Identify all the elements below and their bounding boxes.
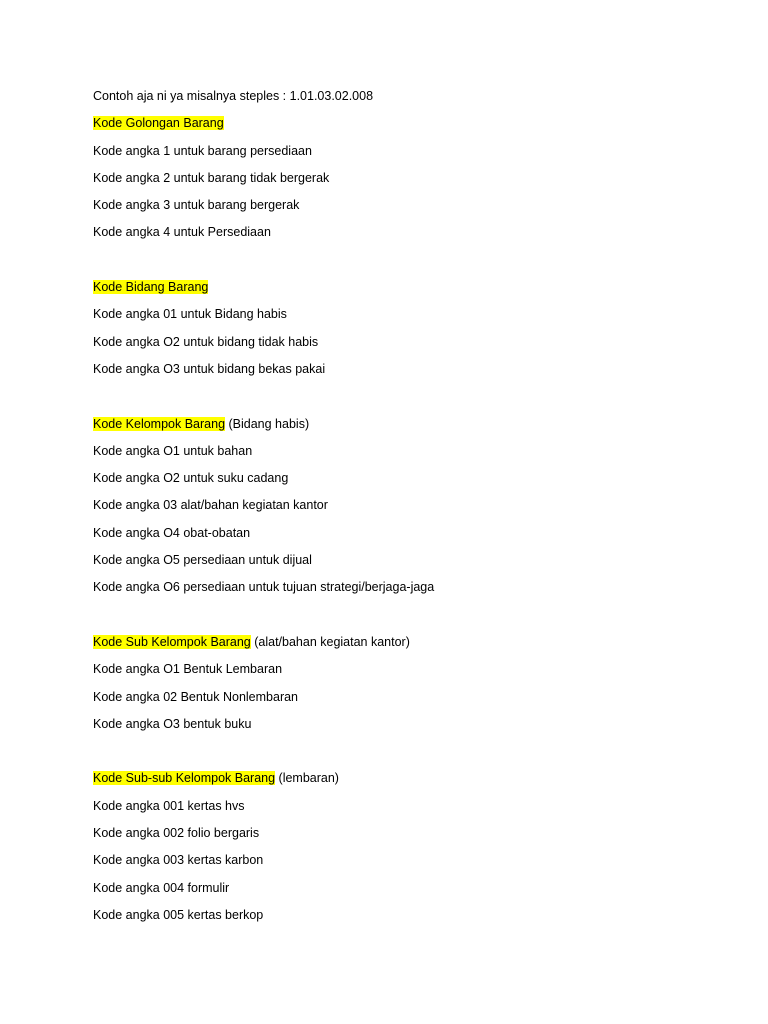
- list-item: Kode angka O4 obat-obatan: [93, 525, 251, 540]
- section-heading-bidang: [93, 277, 733, 304]
- list-item: Kode angka 002 folio bergaris: [93, 826, 260, 841]
- document-body: [93, 86, 733, 932]
- list-item: Kode angka O1 Bentuk Lembaran: [93, 662, 283, 677]
- list-item: Kode angka O5 persediaan untuk dijual: [93, 553, 312, 568]
- list-item: Kode angka O3 untuk bidang bekas pakai: [93, 361, 326, 376]
- list-item: Kode angka 02 Bentuk Nonlembaran: [93, 689, 299, 704]
- list-item: Kode angka 004 formulir: [93, 880, 230, 895]
- heading-note: (Bidang habis): [225, 416, 310, 431]
- intro-line: Contoh aja ni ya misalnya steples : 1.01.03.02.008: [93, 89, 374, 103]
- list-item: Kode angka 005 kertas berkop: [93, 907, 264, 922]
- blank-line: [93, 386, 733, 413]
- list-item: Kode angka 4 untuk Persediaan: [93, 225, 271, 240]
- list-item: Kode angka 1 untuk barang persediaan: [93, 143, 312, 158]
- highlighted-heading: Kode Bidang Barang: [93, 280, 209, 295]
- highlighted-heading: Kode Golongan Barang: [93, 116, 224, 131]
- section-heading-sub-sub-kelompok: [93, 768, 733, 795]
- blank-line: [93, 250, 733, 277]
- section-heading-kelompok: [93, 414, 733, 441]
- list-item: Kode angka 03 alat/bahan kegiatan kantor: [93, 498, 328, 513]
- list-item: Kode angka O2 untuk bidang tidak habis: [93, 334, 319, 349]
- section-heading-sub-kelompok: [93, 632, 733, 659]
- list-item: Kode angka 001 kertas hvs: [93, 798, 245, 813]
- highlighted-heading: Kode Sub-sub Kelompok Barang: [93, 771, 276, 786]
- section-heading-golongan: [93, 113, 733, 140]
- heading-note: (lembaran): [275, 771, 339, 786]
- list-item: Kode angka O2 untuk suku cadang: [93, 471, 289, 486]
- list-item: Kode angka 003 kertas karbon: [93, 853, 264, 868]
- list-item: Kode angka 01 untuk Bidang habis: [93, 307, 287, 322]
- list-item: Kode angka O3 bentuk buku: [93, 716, 252, 731]
- blank-line: [93, 605, 733, 632]
- blank-line: [93, 741, 733, 768]
- heading-note: (alat/bahan kegiatan kantor): [250, 634, 410, 649]
- list-item: Kode angka 3 untuk barang bergerak: [93, 198, 300, 213]
- list-item: Kode angka O6 persediaan untuk tujuan strategi/berjaga-jaga: [93, 580, 435, 595]
- highlighted-heading: Kode Sub Kelompok Barang: [93, 634, 251, 649]
- list-item: Kode angka O1 untuk bahan: [93, 443, 253, 458]
- highlighted-heading: Kode Kelompok Barang: [93, 416, 226, 431]
- list-item: Kode angka 2 untuk barang tidak bergerak: [93, 170, 330, 185]
